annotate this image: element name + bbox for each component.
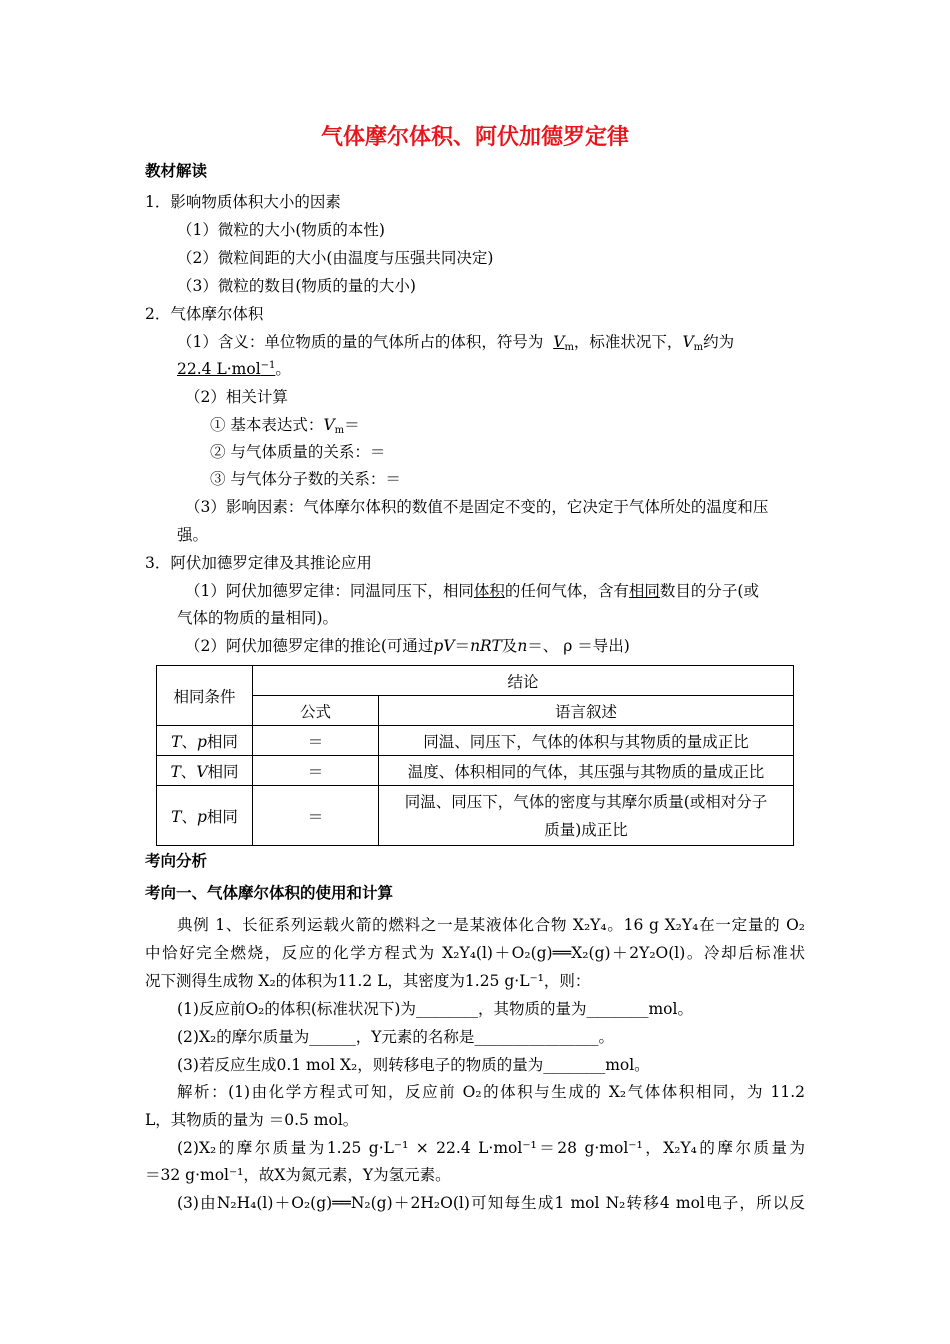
avogadro-inference: （2）阿伏加德罗定律的推论(可通过pV＝nRT及n＝、 ρ ＝导出)	[185, 637, 630, 655]
avogadro-law: （1）阿伏加德罗定律：同温同压下，相同体积的任何气体，含有相同数目的分子(或	[185, 582, 759, 600]
condition-cell: T、p相同	[157, 726, 253, 756]
avogadro-law-cont: 气体的物质的量相同)。	[177, 609, 339, 627]
point-1-item-1: （1）微粒的大小(物质的本性)	[177, 221, 385, 239]
section-heading-topic-1: 考向一、气体摩尔体积的使用和计算	[145, 884, 394, 902]
formula-cell: ＝	[253, 726, 379, 756]
analysis-2-cont: ＝32 g·mol⁻¹，故X为氮元素，Y为氢元素。	[145, 1166, 451, 1184]
header-condition: 相同条件	[157, 666, 253, 726]
example-line-3: 况下测得生成物 X₂的体积为11.2 L，其密度为1.25 g·L⁻¹，则：	[145, 972, 591, 990]
point-2-heading: 2．气体摩尔体积	[145, 305, 264, 323]
header-formula: 公式	[253, 696, 379, 726]
description-cell: 同温、同压下，气体的密度与其摩尔质量(或相对分子 质量)成正比	[379, 786, 794, 846]
influencing-factors: （3）影响因素：气体摩尔体积的数值不是固定不变的，它决定于气体所处的温度和压	[185, 498, 769, 516]
page-title: 气体摩尔体积、阿伏加德罗定律	[320, 125, 629, 150]
analysis-2: (2)X₂的摩尔质量为1.25 g·L⁻¹ × 22.4 L·mol⁻¹＝28 g·mol⁻¹，X₂Y₄的摩尔质量为	[177, 1139, 805, 1157]
question-2: (2)X₂的摩尔质量为______，Y元素的名称是________________。	[177, 1028, 614, 1046]
related-calc-heading: （2）相关计算	[185, 388, 288, 406]
condition-cell: T、p相同	[157, 786, 253, 846]
point-1-item-3: （3）微粒的数目(物质的量的大小)	[177, 277, 416, 295]
question-1: (1)反应前O₂的体积(标准状况下)为________，其物质的量为________mol。	[177, 1000, 693, 1018]
molar-volume-definition: （1）含义：单位物质的量的气体所占的体积，符号为 $V_m$，标准状况下，$V_m$约为	[177, 333, 735, 353]
point-1-item-2: （2）微粒间距的大小(由温度与压强共同决定)	[177, 249, 494, 267]
analysis-1-cont: L，其物质的量为 ＝0.5 mol。	[145, 1111, 359, 1129]
molar-volume-value: 22.4 L·mol$^{-1}$。	[177, 360, 291, 378]
section-heading-analysis: 考向分析	[145, 852, 208, 870]
header-description: 语言叙述	[379, 696, 794, 726]
formula-cell: ＝	[253, 756, 379, 786]
point-3-heading: 3．阿伏加德罗定律及其推论应用	[145, 554, 372, 572]
formula-cell: ＝	[253, 786, 379, 846]
table-row	[157, 786, 794, 846]
inference-table	[156, 665, 794, 846]
section-heading-textbook: 教材解读	[145, 162, 208, 180]
formula-basic: ① 基本表达式：$V_m=$	[210, 416, 360, 436]
formula-molecules: ③ 与气体分子数的关系：＝	[210, 470, 401, 488]
formula-mass: ② 与气体质量的关系：＝	[210, 443, 386, 461]
table-row	[157, 726, 794, 756]
table-row	[157, 756, 794, 786]
question-3: (3)若反应生成0.1 mol X₂，则转移电子的物质的量为________mol。	[177, 1056, 650, 1074]
analysis-1: 解析：(1)由化学方程式可知，反应前 O₂的体积与生成的 X₂气体体积相同，为 11.2	[177, 1083, 805, 1101]
example-line-1: 典例 1、长征系列运载火箭的燃料之一是某液体化合物 X₂Y₄。16 g X₂Y₄在一定量的 O₂	[177, 916, 805, 934]
header-conclusion: 结论	[253, 666, 794, 696]
example-line-2: 中恰好完全燃烧，反应的化学方程式为 X₂Y₄(l)＋O₂(g)══X₂(g)＋2Y₂O(l)。冷却后标准状	[145, 944, 805, 962]
influencing-factors-cont: 强。	[177, 526, 209, 544]
analysis-3: (3)由N₂H₄(l)＋O₂(g)══N₂(g)＋2H₂O(l)可知每生成1 mol N₂转移4 mol电子，所以反	[177, 1194, 805, 1212]
description-cell: 同温、同压下，气体的体积与其物质的量成正比	[379, 726, 794, 756]
description-cell: 温度、体积相同的气体，其压强与其物质的量成正比	[379, 756, 794, 786]
point-1-heading: 1．影响物质体积大小的因素	[145, 193, 341, 211]
condition-cell: T、V相同	[157, 756, 253, 786]
